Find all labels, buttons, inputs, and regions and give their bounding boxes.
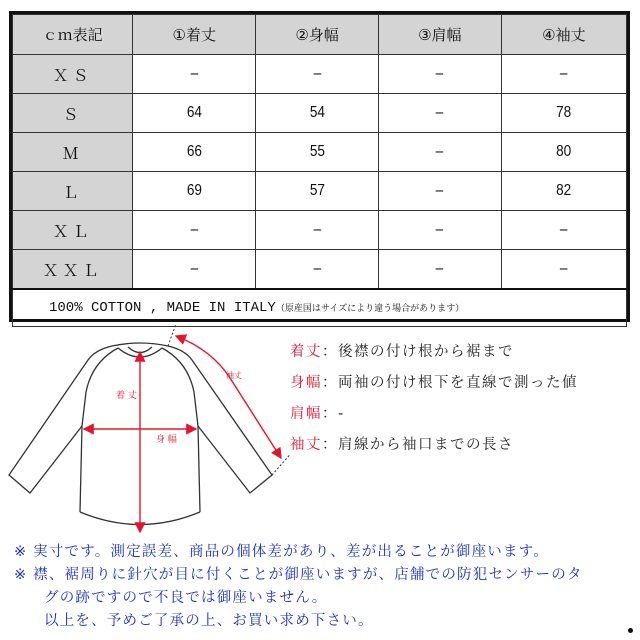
table-row: [13, 55, 627, 94]
cell-value: –: [388, 55, 492, 94]
legend-term: 肩幅: [290, 406, 322, 422]
diagram-width-label: 身 幅: [156, 435, 177, 445]
cell-value: –: [388, 94, 492, 133]
size-label: Ｌ: [13, 172, 133, 211]
cell-value: 64: [142, 94, 246, 133]
material-origin-note: [13, 289, 627, 327]
diagram-sleeve-label: 袖丈: [226, 371, 242, 380]
note-line: ※ 襟、裾周りに針穴が目に付くことが御座いますが、店舗での防犯センサーのタ: [14, 567, 583, 583]
legend-item-length: [290, 340, 640, 371]
cell-value: 57: [265, 172, 369, 211]
decorative-dot: [628, 628, 633, 633]
disclaimer-notes: [14, 541, 634, 633]
legend-item-sleeve-length: [290, 433, 640, 464]
cell-value: –: [265, 55, 369, 94]
header-body-width: ②身幅: [256, 15, 379, 55]
table-row: [13, 94, 627, 133]
cell-value: 54: [265, 94, 369, 133]
sweatshirt-diagram: [0, 322, 290, 537]
legend-desc: ：肩線から袖口までの長さ: [322, 437, 514, 453]
cell-value: –: [511, 55, 617, 94]
table-row: [13, 250, 627, 290]
size-label: ＸＬ: [13, 211, 133, 250]
legend-term: 袖丈: [290, 437, 322, 453]
legend-desc: ：後襟の付け根から裾まで: [322, 344, 514, 360]
legend-term: 身幅: [290, 375, 322, 391]
table-row: [13, 211, 627, 250]
cell-value: 69: [142, 172, 246, 211]
cell-value: –: [265, 211, 369, 250]
legend-term: 着丈: [290, 344, 322, 360]
cell-value: –: [388, 211, 492, 250]
cell-value: 80: [511, 133, 617, 172]
cell-value: –: [142, 55, 246, 94]
cell-value: –: [511, 211, 617, 250]
legend-desc: ：両袖の付け根下を直線で測った値: [322, 375, 578, 391]
size-label: ＸＳ: [13, 55, 133, 94]
size-label: Ｍ: [13, 133, 133, 172]
cell-value: –: [142, 211, 246, 250]
sweatshirt-outline-icon: [0, 322, 290, 537]
diagram-length-label: 着 丈: [116, 391, 137, 401]
size-label: Ｓ: [13, 94, 133, 133]
cell-value: –: [265, 250, 369, 290]
note-line: ※ 実寸です。測定誤差、商品の個体差があり、差が出ることが御座います。: [14, 544, 549, 560]
table-header-row: [13, 15, 627, 55]
material-text: 100% COTTON , MADE IN ITALY: [49, 300, 276, 316]
header-shoulder-width: ③肩幅: [378, 15, 501, 55]
header-length: ①着丈: [133, 15, 256, 55]
table-row: [13, 133, 627, 172]
note-line: 以上を、予めご了承の上、お買い求め下さい。: [44, 613, 374, 629]
origin-note: （原産国はサイズにより違う場合があります）: [275, 304, 465, 314]
cell-value: 66: [142, 133, 246, 172]
cell-value: 78: [511, 94, 617, 133]
cell-value: –: [142, 250, 246, 290]
table-row: [13, 172, 627, 211]
measurement-legend: [290, 340, 640, 464]
cell-value: –: [388, 250, 492, 290]
legend-item-shoulder-width: [290, 402, 640, 433]
cell-value: –: [388, 172, 492, 211]
table-footer-row: [13, 289, 627, 327]
size-table: [9, 11, 630, 322]
header-sleeve-length: ④袖丈: [501, 15, 626, 55]
legend-item-body-width: [290, 371, 640, 402]
note-line: グの跡ですので不良では御座いません。: [44, 590, 328, 606]
header-cm-notation: ｃｍ表記: [13, 15, 133, 55]
cell-value: –: [388, 133, 492, 172]
cell-value: –: [511, 250, 617, 290]
size-label: ＸＸＬ: [13, 250, 133, 290]
legend-desc: ：-: [322, 406, 345, 422]
cell-value: 82: [511, 172, 617, 211]
cell-value: 55: [265, 133, 369, 172]
